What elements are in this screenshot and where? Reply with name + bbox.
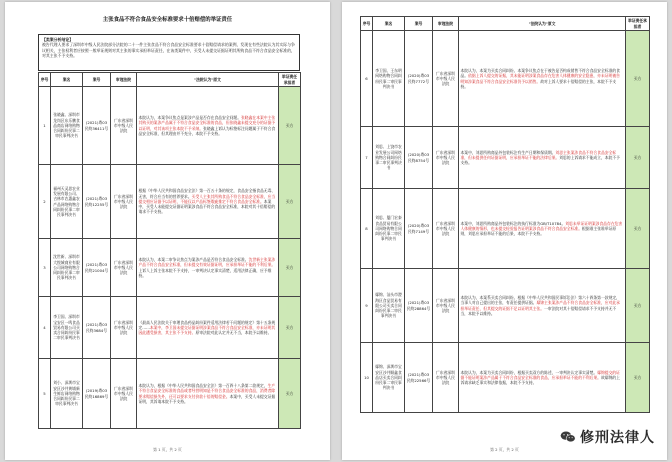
table-header-row bbox=[361, 17, 650, 31]
opinion-highlight: 生产不符合食品安全标准的食品或者经营明知是不符合食品安全标准的食品，消费者除要求赔偿损失外，还可以要求支付价款十倍的赔偿金。 bbox=[138, 383, 276, 399]
analysis-box bbox=[38, 34, 300, 71]
header-burden: 举证责任承担者 bbox=[279, 73, 301, 87]
document-page-2 bbox=[342, 2, 667, 460]
row-number: 8 bbox=[361, 189, 373, 269]
case-table bbox=[38, 72, 301, 429]
header-number: 案号 bbox=[405, 17, 433, 31]
opinion-text: 刘思的上诉请求不能成立，本院不予支持。 bbox=[460, 154, 620, 166]
row-number: 10 bbox=[361, 343, 373, 413]
header-case: 案名 bbox=[51, 73, 83, 87]
case-name: 张晓鑫、深圳市龙岗区东乐鹏食品商店网络购物合同纠纷民事二审民事判决书 bbox=[51, 87, 83, 165]
page-footer: 第 1 页，共 2 页 bbox=[153, 447, 182, 452]
court-opinion bbox=[459, 343, 626, 413]
court-name: 广东省深圳市中级人民法院 bbox=[433, 343, 459, 413]
case-name: 刘思、厦门宏泰食品贸易有限公司网络购物合同纠纷民事二审民事判决书 bbox=[373, 189, 405, 269]
watermark-text: 修刑法律人 bbox=[580, 430, 655, 446]
case-name: 李卫国、王东明网络购物合同纠纷民事二审民事判决书 bbox=[373, 31, 405, 127]
opinion-text: 故对上诉人要求十倍赔偿的主张，本院不予支持。 bbox=[460, 78, 617, 89]
court-name: 广东省深圳市中级人民法院 bbox=[111, 87, 137, 165]
opinion-text: 故鄢锦的上诉请求缺乏事实和法律依据，本院不予支持。 bbox=[460, 374, 620, 386]
header-court: 审理法院 bbox=[433, 17, 459, 31]
case-number: (2020)粤03民终7772号 bbox=[405, 31, 433, 127]
opinion-highlight: 沈世新主张案涉产品不符合食品安全标准，但未提交有效证据证明，应承担举证不能的不利后果。 bbox=[138, 257, 276, 268]
header-court: 审理法院 bbox=[111, 73, 137, 87]
case-name: 鄢锦、深圳市宝安区沙井顺鑫食品店买卖合同纠纷民事二审民事判决书 bbox=[373, 343, 405, 413]
page-footer: 第 2 页，共 2 页 bbox=[490, 447, 519, 452]
table-row bbox=[39, 297, 301, 359]
court-opinion bbox=[459, 189, 626, 269]
opinion-highlight: 本案中，李卫国未提交证据证明涉案食品不符合食品安全标准，亦未证明其因此遭受损害，其主张不予支持。 bbox=[138, 324, 276, 336]
court-name: 广东省深圳市中级人民法院 bbox=[433, 269, 459, 343]
case-name: 福州天灵思农业发展有限公司、吉林市农惠鑫农产品网络购物合同纠纷民事二审民事判决书 bbox=[51, 165, 83, 239]
court-opinion bbox=[459, 31, 626, 127]
table-row bbox=[361, 127, 650, 189]
row-number: 7 bbox=[361, 127, 373, 189]
burden-cell: 买方 bbox=[279, 297, 301, 359]
opinion-text: 本院认为，本案为买卖合同纠纷。本案争议焦点在于被告是否构成销售不符合食品安全标准的食品。 bbox=[460, 68, 620, 79]
court-opinion bbox=[459, 269, 626, 343]
court-opinion bbox=[137, 359, 279, 429]
court-name: 广东省深圳市中级人民法院 bbox=[111, 359, 137, 429]
opinion-text: 原审法院对此认定并无不当，本院予以维持。 bbox=[195, 330, 272, 336]
court-name: 广东省深圳市中级人民法院 bbox=[111, 165, 137, 239]
court-name: 广东省深圳市中级人民法院 bbox=[111, 297, 137, 359]
opinion-highlight: 刘思主张案涉食品不符合食品安全标准，但未提供任何证据证明，应承担举证不能的法律后果。 bbox=[460, 149, 617, 160]
burden-cell: 买方 bbox=[279, 359, 301, 429]
table-row bbox=[39, 87, 301, 165]
opinion-highlight: 依据上诉人提交的证据，其未能证明涉案食品存在危害人体健康的安全隐患，亦未证明被告明知涉案食品不符合食品安全标准仍予以销售。 bbox=[460, 73, 620, 84]
table-row bbox=[361, 343, 650, 413]
case-number: (2021)粤03民终21004号 bbox=[83, 239, 111, 297]
opinion-text: 本院认为，本案系买卖合同纠纷。根据《中华人民共和国民事诉讼法》第六十四条第一款规定，当事人对自己提出的主张，有责任提供证据。 bbox=[460, 295, 620, 306]
case-name: 刘思、上饶市农业发展公司网络购物合同纠纷民事二审民事判决书 bbox=[373, 127, 405, 189]
case-name: 鄢锦、汕头市澄海区食品贸易有限公司买卖合同纠纷民事二审民事判决书 bbox=[373, 269, 405, 343]
court-opinion bbox=[137, 239, 279, 297]
table-header-row bbox=[39, 73, 301, 87]
case-number: (2020)粤03民终8754号 bbox=[405, 127, 433, 189]
header-no: 序号 bbox=[39, 73, 51, 87]
opinion-highlight: 鄢锦提交的证据不能证明案涉产品属于不符合食品安全标准的食品，应承担举证不能的不利后果。 bbox=[460, 369, 620, 380]
table-row bbox=[361, 31, 650, 127]
burden-cell: 买方 bbox=[279, 87, 301, 165]
case-number: (2021)粤03民终3684号 bbox=[83, 297, 111, 359]
opinion-text: 本院认为，本案二审争议焦点为案涉产品是否符合食品安全标准。 bbox=[138, 257, 249, 263]
header-no: 序号 bbox=[361, 17, 373, 31]
opinion-text: 一审法院对其十倍赔偿请求不予支持并无不当，本院予以维持。 bbox=[460, 305, 617, 316]
row-number: 5 bbox=[39, 359, 51, 429]
header-burden: 举证责任承担者 bbox=[626, 17, 650, 31]
case-name: 刘小、深圳市宝安区沙井黄埔新生鲜店网络购物合同纠纷民事二审民事判决书 bbox=[51, 359, 83, 429]
opinion-text: 根据谁主张谁举证原则，刘思应承担举证不能的后果，本院不予支持。 bbox=[460, 225, 617, 237]
case-table bbox=[360, 16, 650, 413]
row-number: 9 bbox=[361, 269, 373, 343]
table-row bbox=[39, 239, 301, 297]
watermark bbox=[560, 427, 655, 447]
opinion-text: 本案中，买受人未提交证据证明，其诉请本院不予支持。 bbox=[138, 393, 276, 404]
row-number: 2 bbox=[39, 165, 51, 239]
header-opinion: "法院认为"原文 bbox=[459, 17, 626, 31]
opinion-text: 《最高人民法院关于审理食品药品纠纷案件适用法律若干问题的规定》第十五条规定…… bbox=[138, 319, 276, 330]
row-number: 4 bbox=[39, 297, 51, 359]
opinion-highlight: 鄢锦主张案涉产品不符合食品安全标准，应对此承担举证责任，但其提交的证据不足以证明其主张。 bbox=[460, 300, 620, 311]
burden-cell: 买方 bbox=[626, 127, 650, 189]
table-row bbox=[39, 359, 301, 429]
wechat-icon bbox=[560, 431, 576, 443]
court-name: 广东省深圳市中级人民法院 bbox=[433, 31, 459, 127]
analysis-text: 被告代理人要求了深圳市中级人民法院部分法院的二十一件主张食品不符合食品安全标准要求十倍赔偿请求的案例，发现在有些法院认为其实际与争议相关，主张权利者应按照一般举证规则对其主张的事实承担举证责任，在该类案件中，买受人未提交证据证明其所购食品不符合食品安全标准的，对其主张不予支持。 bbox=[42, 42, 295, 58]
opinion-text: 本案中，买受人未能提交证据证明案涉食品不符合食品安全标准，本院对其十倍赔偿的请求不予支持。 bbox=[138, 198, 276, 215]
case-number: (2021)粤03民终36411号 bbox=[83, 87, 111, 165]
case-number: (2021)粤03民终12255号 bbox=[83, 165, 111, 239]
header-number: 案号 bbox=[83, 73, 111, 87]
court-name: 广东省深圳市中级人民法院 bbox=[111, 239, 137, 297]
opinion-highlight: 刘思未举证证明案涉食品存在危害人体健康的情形，也未提交检验报告证明案涉食品不符合食品安全标准。 bbox=[460, 220, 623, 231]
case-number: (2021)粤03民终22566号 bbox=[405, 343, 433, 413]
document-page-1 bbox=[5, 2, 330, 460]
opinion-highlight: 张晓鑫在本案中主张其购买的案涉产品属于不符合食品安全标准的食品，但张晓鑫未提交充分的证据予以证明，对其该项主张本院不予采纳。 bbox=[138, 115, 276, 131]
court-opinion bbox=[137, 297, 279, 359]
case-name: 沈世新、深圳市大悦城商业有限公司网络购物合同纠纷民事二审民事判决书 bbox=[51, 239, 83, 297]
burden-cell: 买方 bbox=[626, 343, 650, 413]
court-opinion bbox=[137, 87, 279, 165]
burden-cell: 买方 bbox=[279, 239, 301, 297]
row-number: 6 bbox=[361, 31, 373, 127]
page-title: 主张食品不符合食品安全标准要求十倍赔偿的举证责任 bbox=[102, 17, 233, 23]
opinion-text: 本案中，刘思所购商品外包装标注有生产日期和保质期。 bbox=[460, 149, 556, 155]
header-case: 案名 bbox=[373, 17, 405, 31]
burden-cell: 买方 bbox=[626, 269, 650, 343]
case-number: (2021)粤03民终28864号 bbox=[405, 269, 433, 343]
opinion-text: 根据《中华人民共和国食品安全法》第一百五十条的规定，食品安全指食品无毒、无害，符合应当有的营养要求。 bbox=[138, 188, 276, 199]
court-opinion bbox=[459, 127, 626, 189]
burden-cell: 买方 bbox=[626, 189, 650, 269]
court-opinion bbox=[137, 165, 279, 239]
table-row bbox=[361, 269, 650, 343]
opinion-text: 上诉人上诉主张本院不予支持，一审判决认定事实清楚，适用法律正确，应予维持。 bbox=[138, 267, 272, 278]
row-number: 1 bbox=[39, 87, 51, 165]
burden-cell: 买方 bbox=[626, 31, 650, 127]
case-number: (2020)粤03民终7149号 bbox=[405, 189, 433, 269]
opinion-highlight: 买受人主张其所购食品不符合食品安全标准，应当提交相应证据予以证明，不能仅以产品标签瑕疵推定不符合食品安全标准。 bbox=[138, 193, 276, 204]
analysis-heading: 【类案分析结论】 bbox=[42, 37, 74, 42]
opinion-text: 张晓鑫上诉认为标签标注问题属于不符合食品安全标准，但其理由并不充分，本院不予支持。 bbox=[138, 125, 276, 136]
opinion-text: 本院认为，本案为买卖合同纠纷，根据买卖双方的陈述，一审判决认定事实清楚。 bbox=[460, 369, 598, 375]
case-number: (2019)粤03民终16869号 bbox=[83, 359, 111, 429]
table-row bbox=[39, 165, 301, 239]
opinion-text: 本院认为，本案争议焦点是案涉产品是否存在食品安全问题。 bbox=[138, 115, 242, 121]
court-name: 广东省深圳市中级人民法院 bbox=[433, 189, 459, 269]
opinion-text: 本院认为，根据《中华人民共和国食品安全法》第一百四十八条第二款规定， bbox=[138, 383, 268, 389]
case-name: 李卫国、深圳市宝安区一鸣食品贸易有限公司买卖合同纠纷民事二审民事判决书 bbox=[51, 297, 83, 359]
court-name: 广东省深圳市中级人民法院 bbox=[433, 127, 459, 189]
opinion-text: 本案中，刘思所购商品外包装标注的执行标准为GB/T10784。 bbox=[460, 220, 566, 226]
table-row bbox=[361, 189, 650, 269]
header-opinion: "法院认为"原文 bbox=[137, 73, 279, 87]
burden-cell: 买方 bbox=[279, 165, 301, 239]
row-number: 3 bbox=[39, 239, 51, 297]
